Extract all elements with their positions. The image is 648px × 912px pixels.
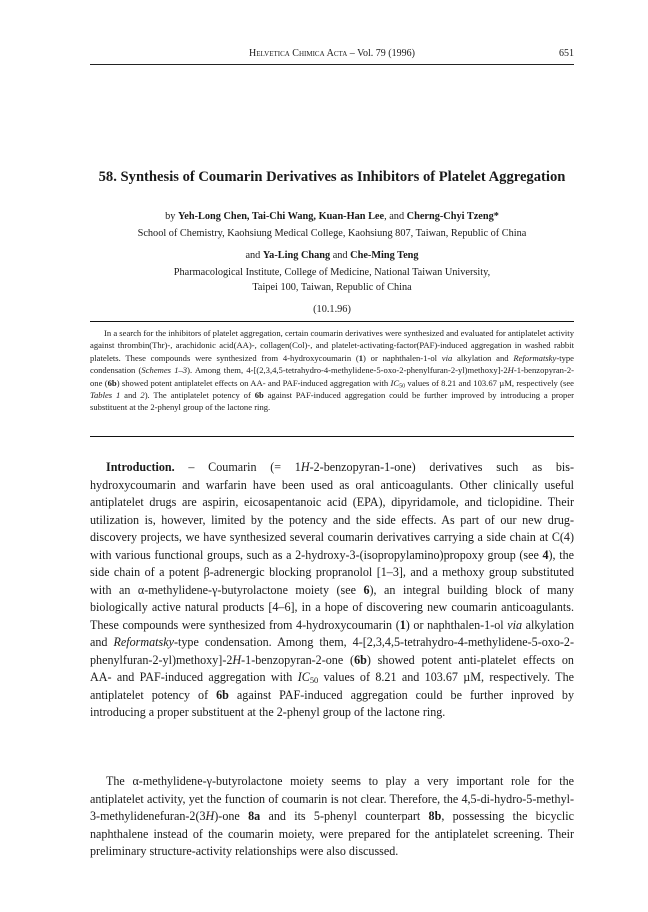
body-paragraph-2: The α-methylidene-γ-butyrolactone moiety seems to play a very important role for the antiplatelet activity, yet the function of coumarin is not clear. Therefore, the 4,5-di-hydro-5-methyl-3-methylidenefuran-2(3H)-one 8a and its 5-phenyl counterpart 8b, possessing the bicyclic naphthalene instead of the coumarin moiety, were prepared for the antiplatelet screening. Their preliminary structure-activity relationships were also discussed. (90, 774, 575, 858)
journal-volume: Vol. 79 (1996) (357, 48, 415, 59)
page-number: 651 (559, 48, 574, 59)
table-ref: 2 (140, 390, 145, 401)
compound-ref: 6b (354, 652, 367, 667)
scheme-ref: Schemes 1–3 (141, 365, 188, 376)
corresponding-author: Cherng-Chyi Tzeng* (406, 211, 499, 222)
compound-ref: 1 (399, 617, 406, 632)
affiliation-2-line-1: Pharmacological Institute, College of Medicine, National Taiwan University, (173, 267, 491, 278)
compound-ref: 4 (542, 547, 549, 562)
authors-group-1: Yeh-Long Chen, Tai-Chi Wang, Kuan-Han Lee (177, 211, 385, 222)
affiliation-2-line-2: Taipei 100, Taiwan, Republic of China (252, 282, 412, 293)
article-title-text: Synthesis of Coumarin Derivatives as Inhibitors of Platelet Aggregation (120, 169, 566, 185)
compound-ref: 1 (358, 352, 364, 363)
authors-group-3: Ya-Ling Chang (262, 250, 331, 261)
authors-group-4: Che-Ming Teng (350, 250, 419, 261)
compound-ref: 6b (254, 390, 264, 401)
running-head: Helvetica Chimica Acta – Vol. 79 (1996) 651 (249, 48, 574, 59)
compound-ref: 8b (428, 809, 442, 823)
compound-ref: 6b (216, 687, 229, 702)
author-line-2: and Ya-Ling Chang and Che-Ming Teng (245, 250, 419, 261)
abstract-bottom-rule (90, 436, 574, 437)
received-date: (10.1.96) (313, 304, 351, 315)
section-heading: Introduction. (106, 460, 175, 474)
affiliation-1: School of Chemistry, Kaohsiung Medical College, Kaohsiung 807, Taiwan, Republic of China (137, 228, 527, 239)
compound-ref: 8a (248, 809, 261, 823)
table-ref: Tables 1 (90, 390, 121, 401)
journal-name: Helvetica Chimica Acta (249, 48, 348, 59)
article-title (60, 168, 604, 186)
article-number: 58. (98, 169, 117, 185)
compound-ref: 6 (363, 582, 370, 597)
abstract-top-rule (90, 321, 574, 322)
introduction-paragraph: Introduction. – Coumarin (= 1H-2-benzopyran-1-one) derivatives such as bis-hydroxycoumarin and warfarin have been used as oral anticoagulants. Other clinically useful antiplatelet drugs are aspirin, eicosapentanoic acid (EPA), dipyridamole, and ticlopidine. Their utilization is, however, limited by the potency and the side effects. As part of our new drug-discovery projects, we have synthesized several coumarin derivatives carrying a side chain at C(4) with various functional groups, such as a 2-hydroxy-3-(isopropylamino)propoxy group (see 4), the side chain of a potent β-adrenergic blocking propranolol [1–3], and a methoxy group substituted with an α-methylidene-γ-butyrolactone moiety (see 6), an integral building block of many biologically active natural products [4–6], in a hope of discovering new coumarin anticoagulants. These compounds were synthesized from 4-hydroxycoumarin (1) or naphthalen-1-ol via alkylation and Reformatsky-type condensation. Among them, 4-[2,3,4,5-tetrahydro-4-methylidene-5-oxo-2-phenylfuran-2-yl)methoxy]-2H-1-benzopyran-2-one (6b) showed potent anti-platelet effects on AA- and PAF-induced aggregation with $IC_{50}$ values of 8.21 and 103.67 µM, respectively. The antiplatelet potency of 6b against PAF-induced aggregation could be further inproved by introducing a proper substituent at the 2-phenyl group of the lactone ring. (90, 460, 575, 719)
author-line-1: by Yeh-Long Chen, Tai-Chi Wang, Kuan-Han Lee, and Cherng-Chyi Tzeng* (165, 211, 499, 222)
compound-ref: 6b (107, 377, 117, 388)
abstract: In a search for the inhibitors of platelet aggregation, certain coumarin derivatives were synthesized and evaluated for antiplatelet activity against thrombin(Thr)-, arachidonic acid(AA)-, collagen(Col)-, and platelet-activating-factor(PAF)-induced aggregation in washed rabbit platelets. These compounds were synthesized from 4-hydroxycoumarin (1) or naphthalen-1-ol via alkylation and Reformatsky-type condensation (Schemes 1–3). Among them, 4-[(2,3,4,5-tetrahydro-4-methylidene-5-oxo-2-phenylfuran-2-yl)methoxy]-2H-1-benzopyran-2-one (6b) showed potent antiplatelet effects on AA- and PAF-induced aggregation with $IC_{50}$ values of 8.21 and 103.67 µM, respectively (see Tables 1 and 2). The antiplatelet potency of 6b against PAF-induced aggregation could be further improved by introducing a proper substituent at the 2-phenyl group of the lactone ring. (90, 328, 575, 413)
header-rule (90, 64, 574, 65)
